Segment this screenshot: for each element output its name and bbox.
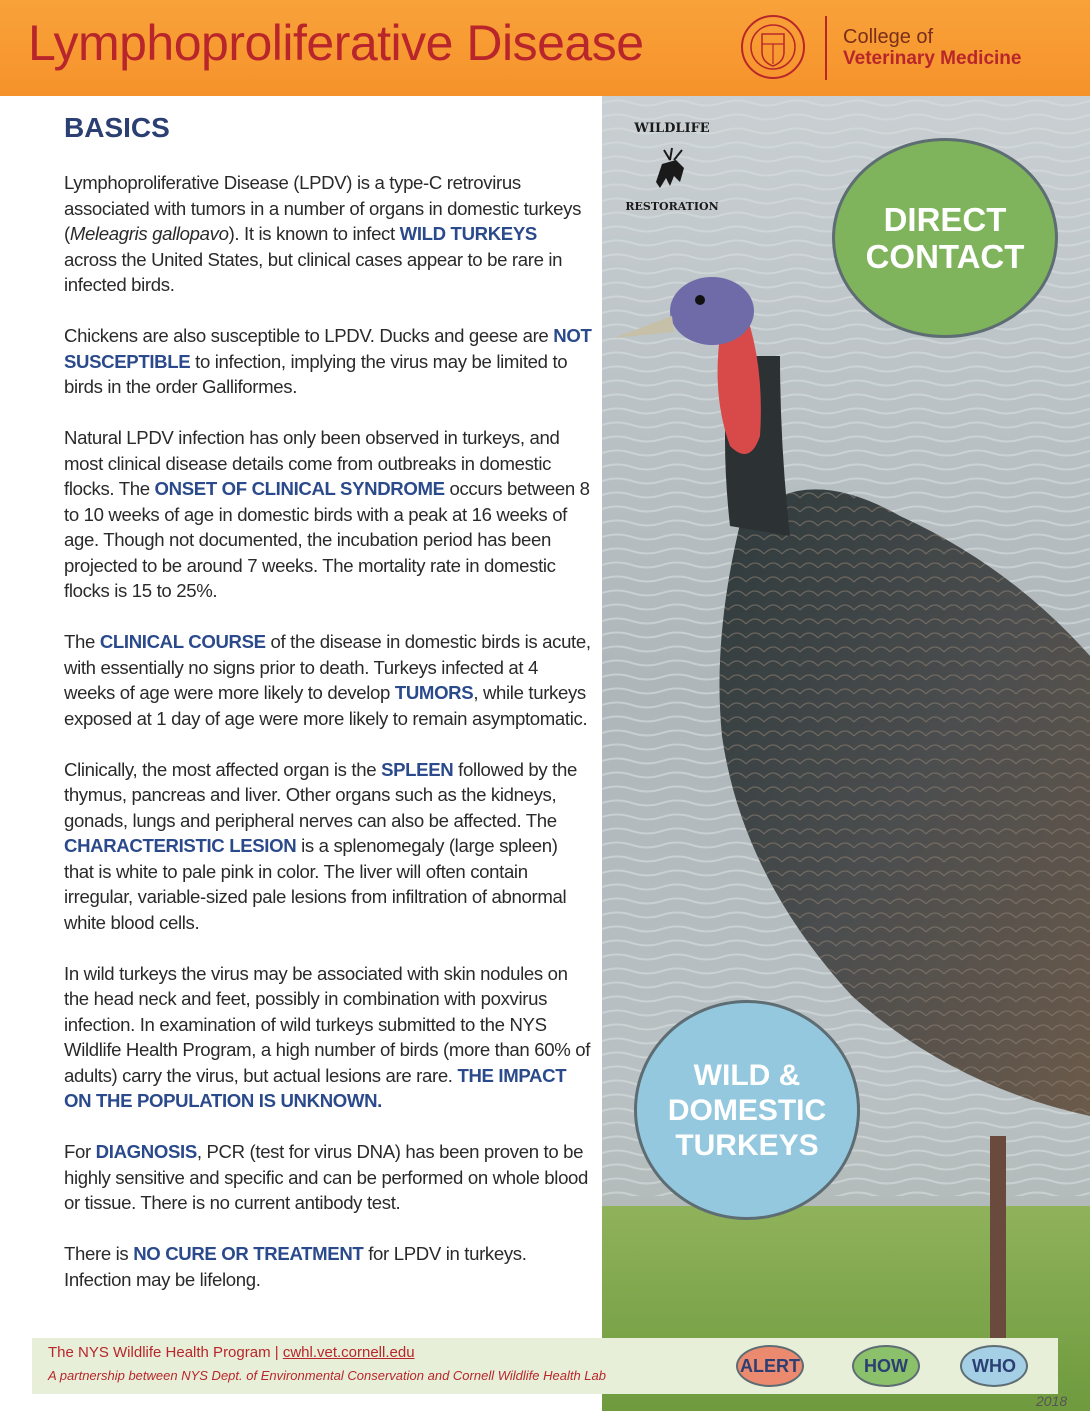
college-line2: Veterinary Medicine <box>843 48 1022 69</box>
footer-program: The NYS Wildlife Health Program | cwhl.vet.cornell.edu <box>48 1344 415 1361</box>
paragraph-1: Lymphoproliferative Disease (LPDV) is a type-C retrovirus associated with tumors in a number of organs in domestic turkeys (Meleagris gallopavo). It is known to infect WILD TURKEYS across the United States, but clinical cases appear to be rare in infected birds. <box>64 172 582 295</box>
header-bar <box>0 0 1090 96</box>
wildlife-logo-top: WILDLIFE <box>634 121 710 136</box>
wildlife-logo-bottom: RESTORATION <box>625 200 719 213</box>
paragraph-4: The CLINICAL COURSE of the disease in domestic birds is acute, with essentially no signs prior to death. Turkeys infected at 4 weeks of age were more likely to develop TUMORS, while turkeys exposed at 1 day of age were more likely to remain asymptomatic. <box>64 631 591 729</box>
paragraph-7: For DIAGNOSIS, PCR (test for virus DNA) has been proven to be highly sensitive and specific and can be performed on whole blood or tissue. There is no current antibody test. <box>64 1141 589 1213</box>
wild-line1: WILD & <box>693 1058 801 1092</box>
paragraph-6: In wild turkeys the virus may be associated with skin nodules on the head neck and feet, possibly in combination with poxvirus infection. In examination of wild turkeys submitted to the NYS Wildlife Health Program, a high number of birds (more than 60% of adults) carry the virus, but actual lesions are rare. THE IMPACT ON THE POPULATION IS UNKNOWN. <box>64 962 591 1111</box>
alert-button[interactable]: ALERT <box>736 1345 804 1387</box>
footer-partner: A partnership between NYS Dept. of Environmental Conservation and Cornell Wildlife Health Lab <box>48 1368 606 1383</box>
section-title: BASICS <box>64 112 170 143</box>
paragraph-2: Chickens are also susceptible to LPDV. Ducks and geese are NOT SUSCEPTIBLE to infection, implying the virus may be limited to birds in the order Galliformes. <box>64 325 592 397</box>
paragraph-3: Natural LPDV infection has only been observed in turkeys, and most clinical disease details come from outbreaks in domestic flocks. The ONSET OF CLINICAL SYNDROME occurs between 8 to 10 weeks of age in domestic birds with a peak at 16 weeks of age. Though not documented, the incubation period has been projected to be around 7 weeks. The mortality rate in domestic flocks is 15 to 25%. <box>64 427 590 601</box>
body-text <box>64 170 592 1318</box>
header-divider <box>825 16 827 80</box>
direct-line2: CONTACT <box>865 238 1025 275</box>
wild-domestic-turkeys-badge <box>634 1000 860 1220</box>
direct-line1: DIRECT <box>883 201 1007 238</box>
page-title: Lymphoproliferative Disease <box>28 15 644 71</box>
direct-contact-badge <box>832 138 1058 338</box>
year-label: 2018 <box>1036 1393 1068 1409</box>
wildlife-restoration-logo <box>616 110 728 222</box>
wild-line3: TURKEYS <box>675 1128 819 1162</box>
wild-line2: DOMESTIC <box>667 1093 827 1127</box>
college-line1: College of <box>843 26 934 48</box>
paragraph-8: There is NO CURE OR TREATMENT for LPDV in turkeys. Infection may be lifelong. <box>64 1243 527 1290</box>
program-link[interactable]: cwhl.vet.cornell.edu <box>282 1344 415 1361</box>
paragraph-5: Clinically, the most affected organ is the SPLEEN followed by the thymus, pancreas and liver. Other organs such as the kidneys, gonads, lungs and peripheral nerves can also be affected. The CHARACTERISTIC LESION is a splenomegaly (large spleen) that is white to pale pink in color. The liver will often contain irregular, variable-sized pale lesions from infiltration of abnormal white blood cells. <box>64 758 577 933</box>
program-name: The NYS Wildlife Health Program <box>48 1344 271 1361</box>
how-button[interactable]: HOW <box>852 1345 920 1387</box>
college-name <box>843 26 1021 70</box>
who-button[interactable]: WHO <box>960 1345 1028 1387</box>
cornell-seal-icon <box>740 14 806 80</box>
